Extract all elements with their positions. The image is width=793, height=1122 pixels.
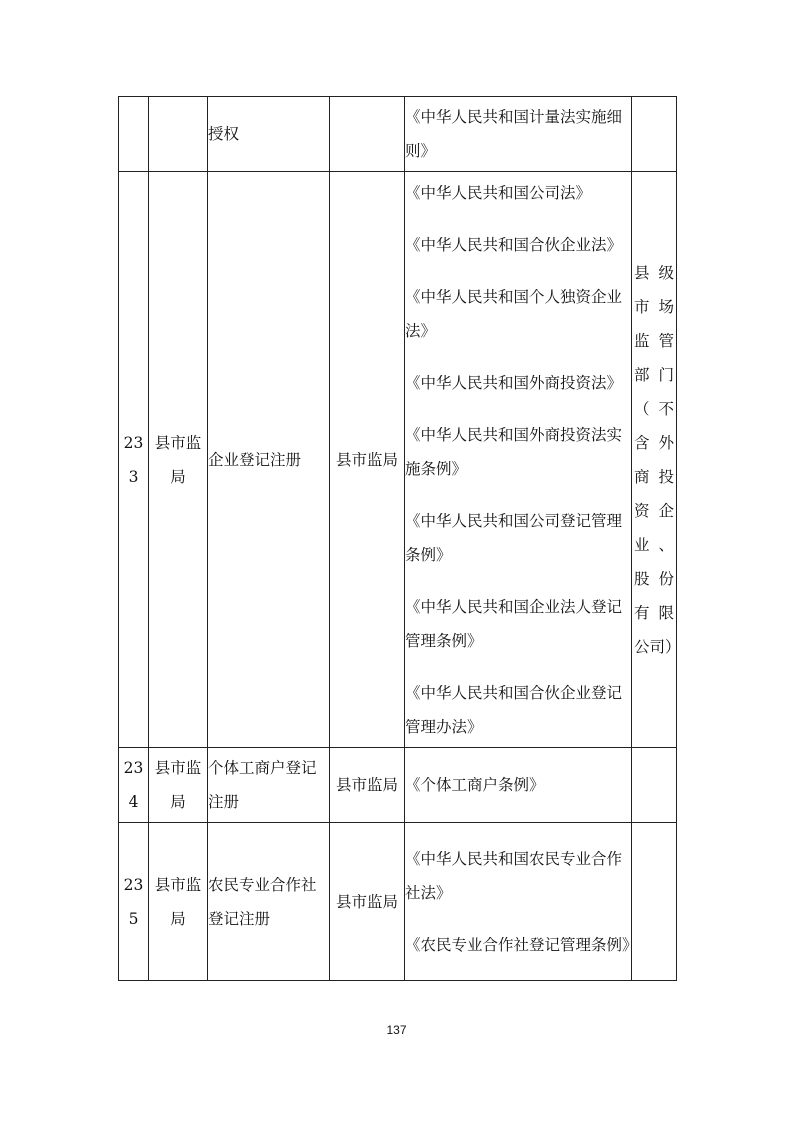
department-cell: 县市监局	[149, 172, 208, 748]
legal-basis-item: 《中华人民共和国公司法》	[405, 183, 592, 202]
row-number: 235	[119, 823, 149, 981]
page-number: 137	[386, 1023, 407, 1037]
scope-note: 县级市场监管部门（不含外商投资企业、股份有限公司）	[634, 263, 681, 656]
note-cell	[632, 748, 677, 823]
department-cell: 县市监局	[149, 748, 208, 823]
table-row	[119, 823, 677, 981]
department-cell: 县市监局	[149, 823, 208, 981]
item-name-cell: 个体工商户登记注册	[208, 748, 330, 823]
legal-basis-cell	[405, 748, 632, 823]
legal-basis-item: 《中华人民共和国合伙企业法》	[405, 235, 623, 254]
legal-basis-item: 《中华人民共和国企业法人登记管理条例》	[405, 597, 623, 650]
legal-basis-item: 《中华人民共和国计量法实施细则》	[405, 108, 623, 160]
implementer-cell: 县市监局	[330, 823, 405, 981]
legal-basis-item: 《中华人民共和国个人独资企业法》	[405, 287, 623, 340]
legal-basis-cell	[405, 172, 632, 748]
note-cell	[632, 172, 681, 748]
legal-basis-item: 《农民专业合作社登记管理条例》	[405, 935, 638, 954]
row-number	[119, 97, 149, 172]
row-number: 234	[119, 748, 149, 823]
note-cell	[632, 97, 677, 172]
row-number: 233	[119, 172, 149, 748]
legal-basis-item: 《中华人民共和国公司登记管理条例》	[405, 511, 623, 564]
legal-basis-item: 《中华人民共和国外商投资法》	[405, 373, 623, 392]
legal-basis-item: 《中华人民共和国外商投资法实施条例》	[405, 425, 623, 478]
legal-basis-item: 《中华人民共和国合伙企业登记管理办法》	[405, 683, 623, 736]
legal-basis-cell	[405, 97, 632, 172]
note-cell	[632, 823, 677, 981]
legal-basis-cell	[405, 823, 638, 981]
implementer-cell: 县市监局	[330, 748, 405, 823]
department-cell	[149, 97, 208, 172]
legal-basis-item: 《中华人民共和国农民专业合作社法》	[405, 849, 623, 902]
item-name-cell: 授权	[208, 97, 330, 172]
catalog-table	[118, 96, 681, 981]
implementer-cell: 县市监局	[330, 172, 405, 748]
table-row	[119, 97, 677, 172]
implementer-cell	[330, 97, 405, 172]
table-row	[119, 748, 677, 823]
item-name-cell: 企业登记注册	[208, 172, 330, 748]
legal-basis-item: 《个体工商户条例》	[405, 776, 545, 794]
item-name-cell: 农民专业合作社登记注册	[208, 823, 330, 981]
table-row	[119, 172, 677, 748]
